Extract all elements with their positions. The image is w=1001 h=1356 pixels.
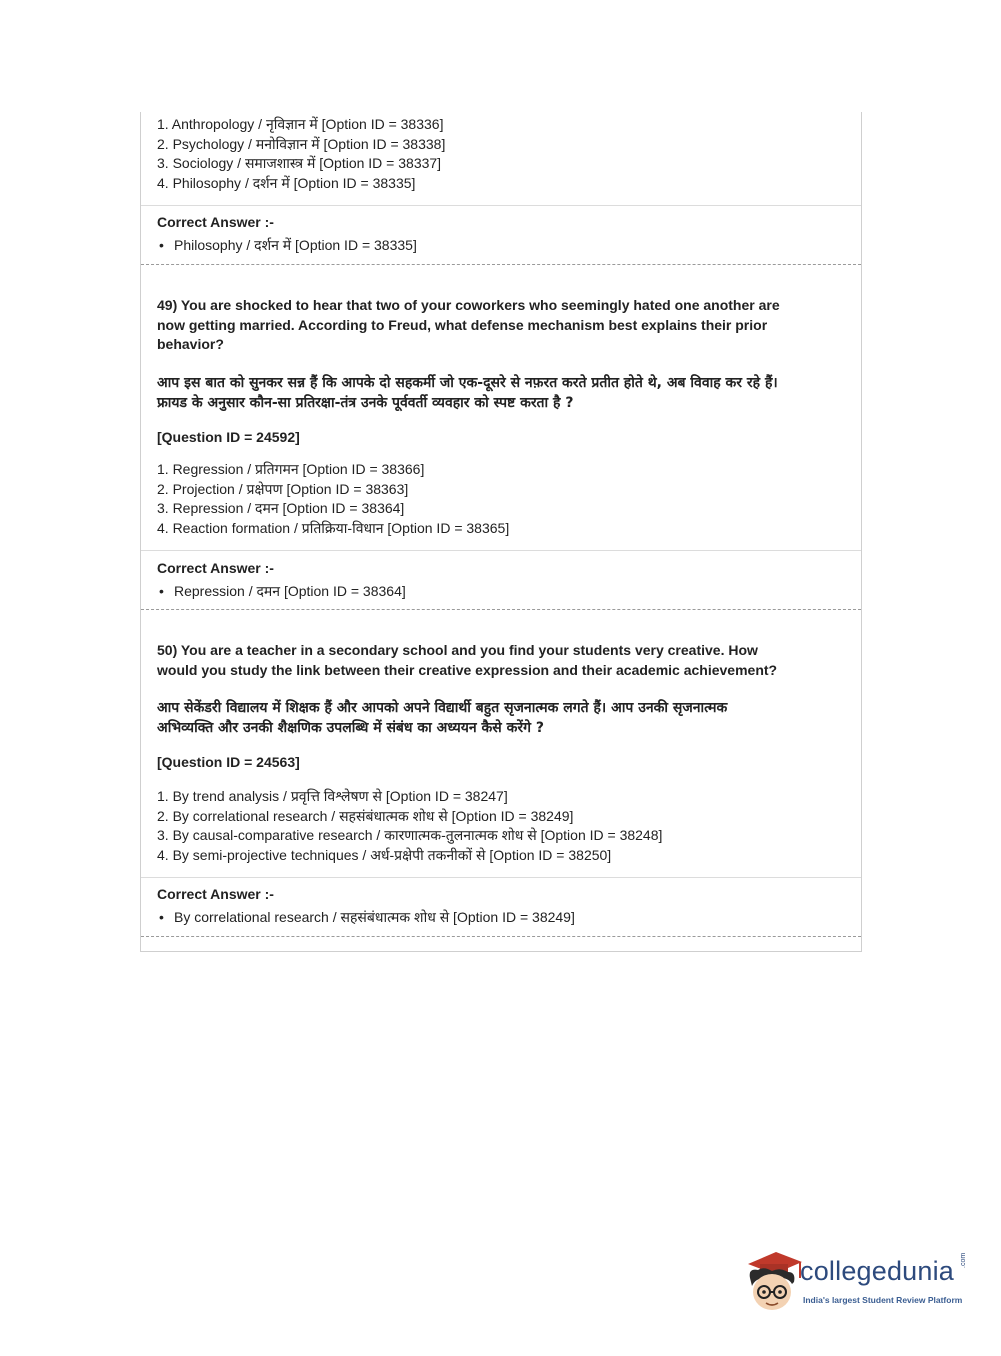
logo-tagline: India's largest Student Review Platform [803, 1295, 963, 1305]
q49-line-2: now getting married. According to Freud, what defense mechanism best explains their prior [157, 316, 768, 333]
q50-option-3: 3. By causal-comparative research / कारणात्मक-तुलनात्मक शोध से [Option ID = 38248] [157, 827, 663, 843]
q50-hi-line-1: आप सेकेंडरी विद्यालय में शिक्षक हैं और आपको अपने विद्यार्थी बहुत सृजनात्मक लगते हैं। आप उनकी सृजनात्मक [157, 700, 728, 716]
mascot-icon [742, 1250, 804, 1316]
divider [141, 205, 861, 206]
q48-correct-label: Correct Answer :- [157, 214, 274, 230]
collegedunia-logo [742, 1250, 974, 1316]
q48-option-3: 3. Sociology / समाजशास्त्र में [Option ID = 38337] [157, 155, 442, 171]
q49-options [157, 460, 847, 538]
q49-correct-answer [157, 582, 847, 600]
q48-option-4: 4. Philosophy / दर्शन में [Option ID = 38335] [157, 174, 416, 191]
question-separator [141, 264, 861, 265]
logo-com: .com [960, 1252, 967, 1268]
q50-correct-text: By correlational research / सहसंबंधात्मक शोध से [Option ID = 38249] [174, 909, 575, 925]
q49-question-en [157, 296, 847, 355]
bullet: • [159, 237, 164, 253]
q49-line-1: 49) You are shocked to hear that two of your coworkers who seemingly hated one another are [157, 297, 780, 313]
question-separator [141, 609, 861, 610]
q50-hi-line-2: अभिव्यक्ति और उनकी शैक्षणिक उपलब्धि में संबंध का अध्ययन कैसे करेंगे ? [157, 719, 544, 736]
bullet: • [159, 909, 164, 925]
q49-line-3: behavior? [157, 336, 224, 352]
q49-hi-line-1: आप इस बात को सुनकर सन्न हैं कि आपके दो सहकर्मी जो एक-दूसरे से नफ़रत करते प्रतीत होते थे, अब विवाह कर रहे हैं। [157, 375, 778, 391]
q50-question-en [157, 641, 847, 680]
q49-hi-line-2: फ्रायड के अनुसार कौन-सा प्रतिरक्षा-तंत्र उनके पूर्ववर्ती व्यवहार को स्पष्ट करता है ? [157, 394, 574, 411]
q48-option-1: 1. Anthropology / नृविज्ञान में [Option ID = 38336] [157, 116, 444, 132]
q50-line-2: would you study the link between their creative expression and their academic achievement? [157, 661, 778, 678]
q50-option-4: 4. By semi-projective techniques / अर्ध-प्रक्षेपी तकनीकों से [Option ID = 38250] [157, 846, 612, 863]
bullet: • [159, 583, 164, 599]
q48-correct-answer [157, 236, 847, 254]
q50-line-1: 50) You are a teacher in a secondary school and you find your students very creative. How [157, 642, 758, 658]
q49-option-1: 1. Regression / प्रतिगमन [Option ID = 38366] [157, 461, 425, 477]
q49-question-hi [157, 374, 847, 413]
q48-option-2: 2. Psychology / मनोविज्ञान में [Option ID = 38338] [157, 135, 446, 152]
q50-options [157, 787, 847, 865]
q49-question-id: [Question ID = 24592] [157, 429, 300, 445]
q49-correct-text: Repression / दमन [Option ID = 38364] [174, 583, 406, 599]
logo-wordmark: collegedunia [800, 1256, 955, 1286]
q50-correct-label: Correct Answer :- [157, 886, 274, 902]
q50-correct-answer [157, 908, 847, 926]
q50-question-id: [Question ID = 24563] [157, 754, 300, 770]
q49-option-3: 3. Repression / दमन [Option ID = 38364] [157, 500, 405, 516]
q49-option-2: 2. Projection / प्रक्षेपण [Option ID = 38363] [157, 480, 409, 497]
divider [141, 550, 861, 551]
question-separator [141, 936, 861, 937]
divider [141, 877, 861, 878]
q49-correct-label: Correct Answer :- [157, 560, 274, 576]
question-panel [140, 112, 862, 952]
q49-option-4: 4. Reaction formation / प्रतिक्रिया-विधान [Option ID = 38365] [157, 519, 510, 536]
q48-correct-text: Philosophy / दर्शन में [Option ID = 38335] [174, 237, 417, 253]
q50-option-2: 2. By correlational research / सहसंबंधात्मक शोध से [Option ID = 38249] [157, 807, 574, 824]
q48-options [157, 115, 847, 193]
q50-option-1: 1. By trend analysis / प्रवृत्ति विश्लेषण से [Option ID = 38247] [157, 788, 508, 804]
q50-question-hi [157, 699, 847, 738]
